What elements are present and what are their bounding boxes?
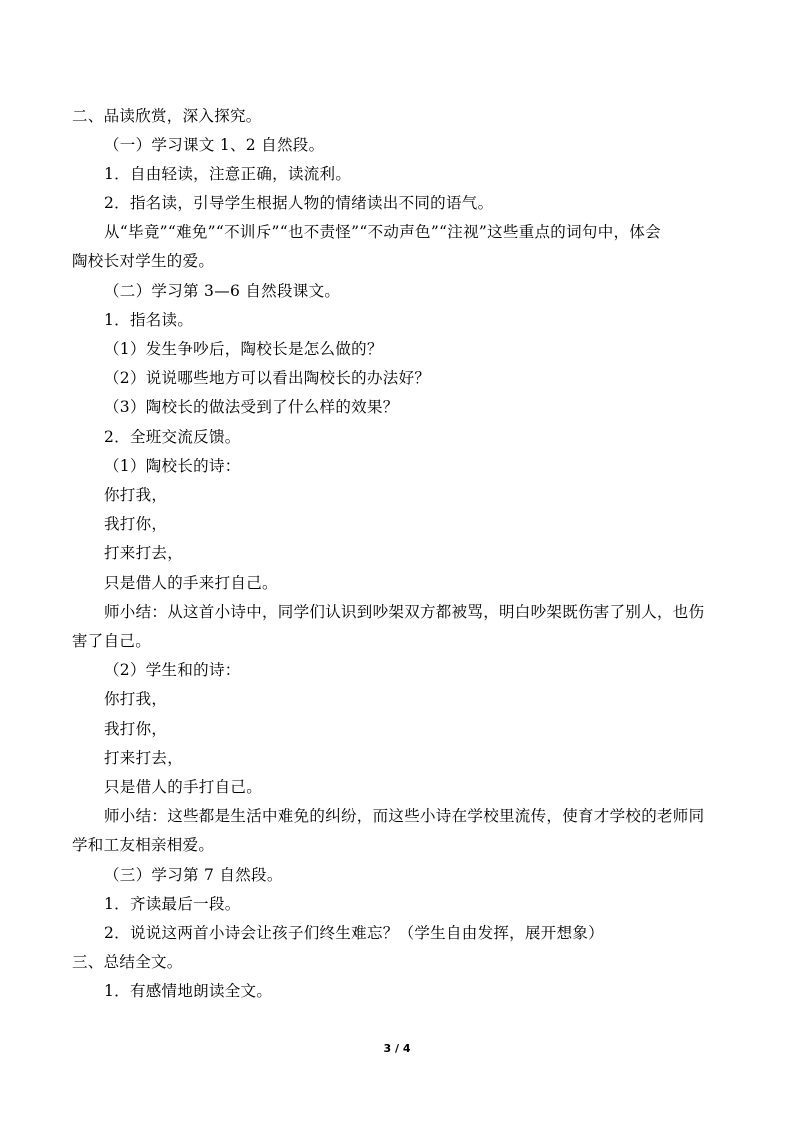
poem-line: 只是借人的手打自己。 — [104, 778, 263, 796]
step-item: 2．指名读，引导学生根据人物的情绪读出不同的语气。 — [104, 194, 494, 212]
step-item: 1．自由轻读，注意正确，读流利。 — [104, 165, 352, 183]
step-item: 2．全班交流反馈。 — [104, 428, 241, 446]
poem-line: 只是借人的手来打自己。 — [104, 574, 278, 592]
step-item: 2．说说这两首小诗会让孩子们终生难忘？（学生自由发挥，展开想象） — [104, 924, 604, 942]
paragraph-line: 陶校长对学生的爱。 — [72, 252, 215, 270]
poem-line: 你打我， — [104, 690, 168, 708]
question-item: （1）发生争吵后，陶校长是怎么做的？ — [104, 340, 383, 358]
page-number: 3 / 4 — [383, 1042, 411, 1055]
poem-heading: （1）陶校长的诗： — [104, 457, 241, 475]
step-item: 1．齐读最后一段。 — [104, 895, 241, 913]
summary-line: 害了自己。 — [72, 632, 152, 650]
step-item: 1．指名读。 — [104, 311, 194, 329]
poem-line: 打来打去， — [104, 544, 184, 562]
poem-line: 打来打去， — [104, 749, 184, 767]
summary-line: 师小结：这些都是生活中难免的纠纷，而这些小诗在学校里流传，使育才学校的老师同 — [104, 807, 705, 825]
poem-line: 你打我， — [104, 486, 168, 504]
paragraph-line: 从“毕竟”“难免”“不训斥”“也不责怪”“不动声色”“注视”这些重点的词句中，体会 — [104, 223, 661, 241]
poem-heading: （2）学生和的诗： — [104, 661, 241, 679]
question-item: （3）陶校长的做法受到了什么样的效果？ — [104, 398, 399, 416]
section-heading-2: 二、品读欣赏，深入探究。 — [72, 107, 262, 125]
subsection-heading-2: （二）学习第 3—6 自然段课文。 — [104, 282, 341, 300]
question-item: （2）说说哪些地方可以看出陶校长的办法好？ — [104, 369, 431, 387]
poem-line: 我打你， — [104, 515, 168, 533]
summary-line: 学和工友相亲相爱。 — [72, 836, 215, 854]
step-item: 1．有感情地朗读全文。 — [104, 982, 273, 1000]
subsection-heading-3: （三）学习第 7 自然段。 — [104, 866, 283, 884]
subsection-heading-1: （一）学习课文 1、2 自然段。 — [104, 136, 325, 154]
summary-line: 师小结：从这首小诗中，同学们认识到吵架双方都被骂，明白吵架既伤害了别人，也伤 — [104, 603, 705, 621]
section-heading-3: 三、总结全文。 — [72, 953, 183, 971]
poem-line: 我打你， — [104, 720, 168, 738]
